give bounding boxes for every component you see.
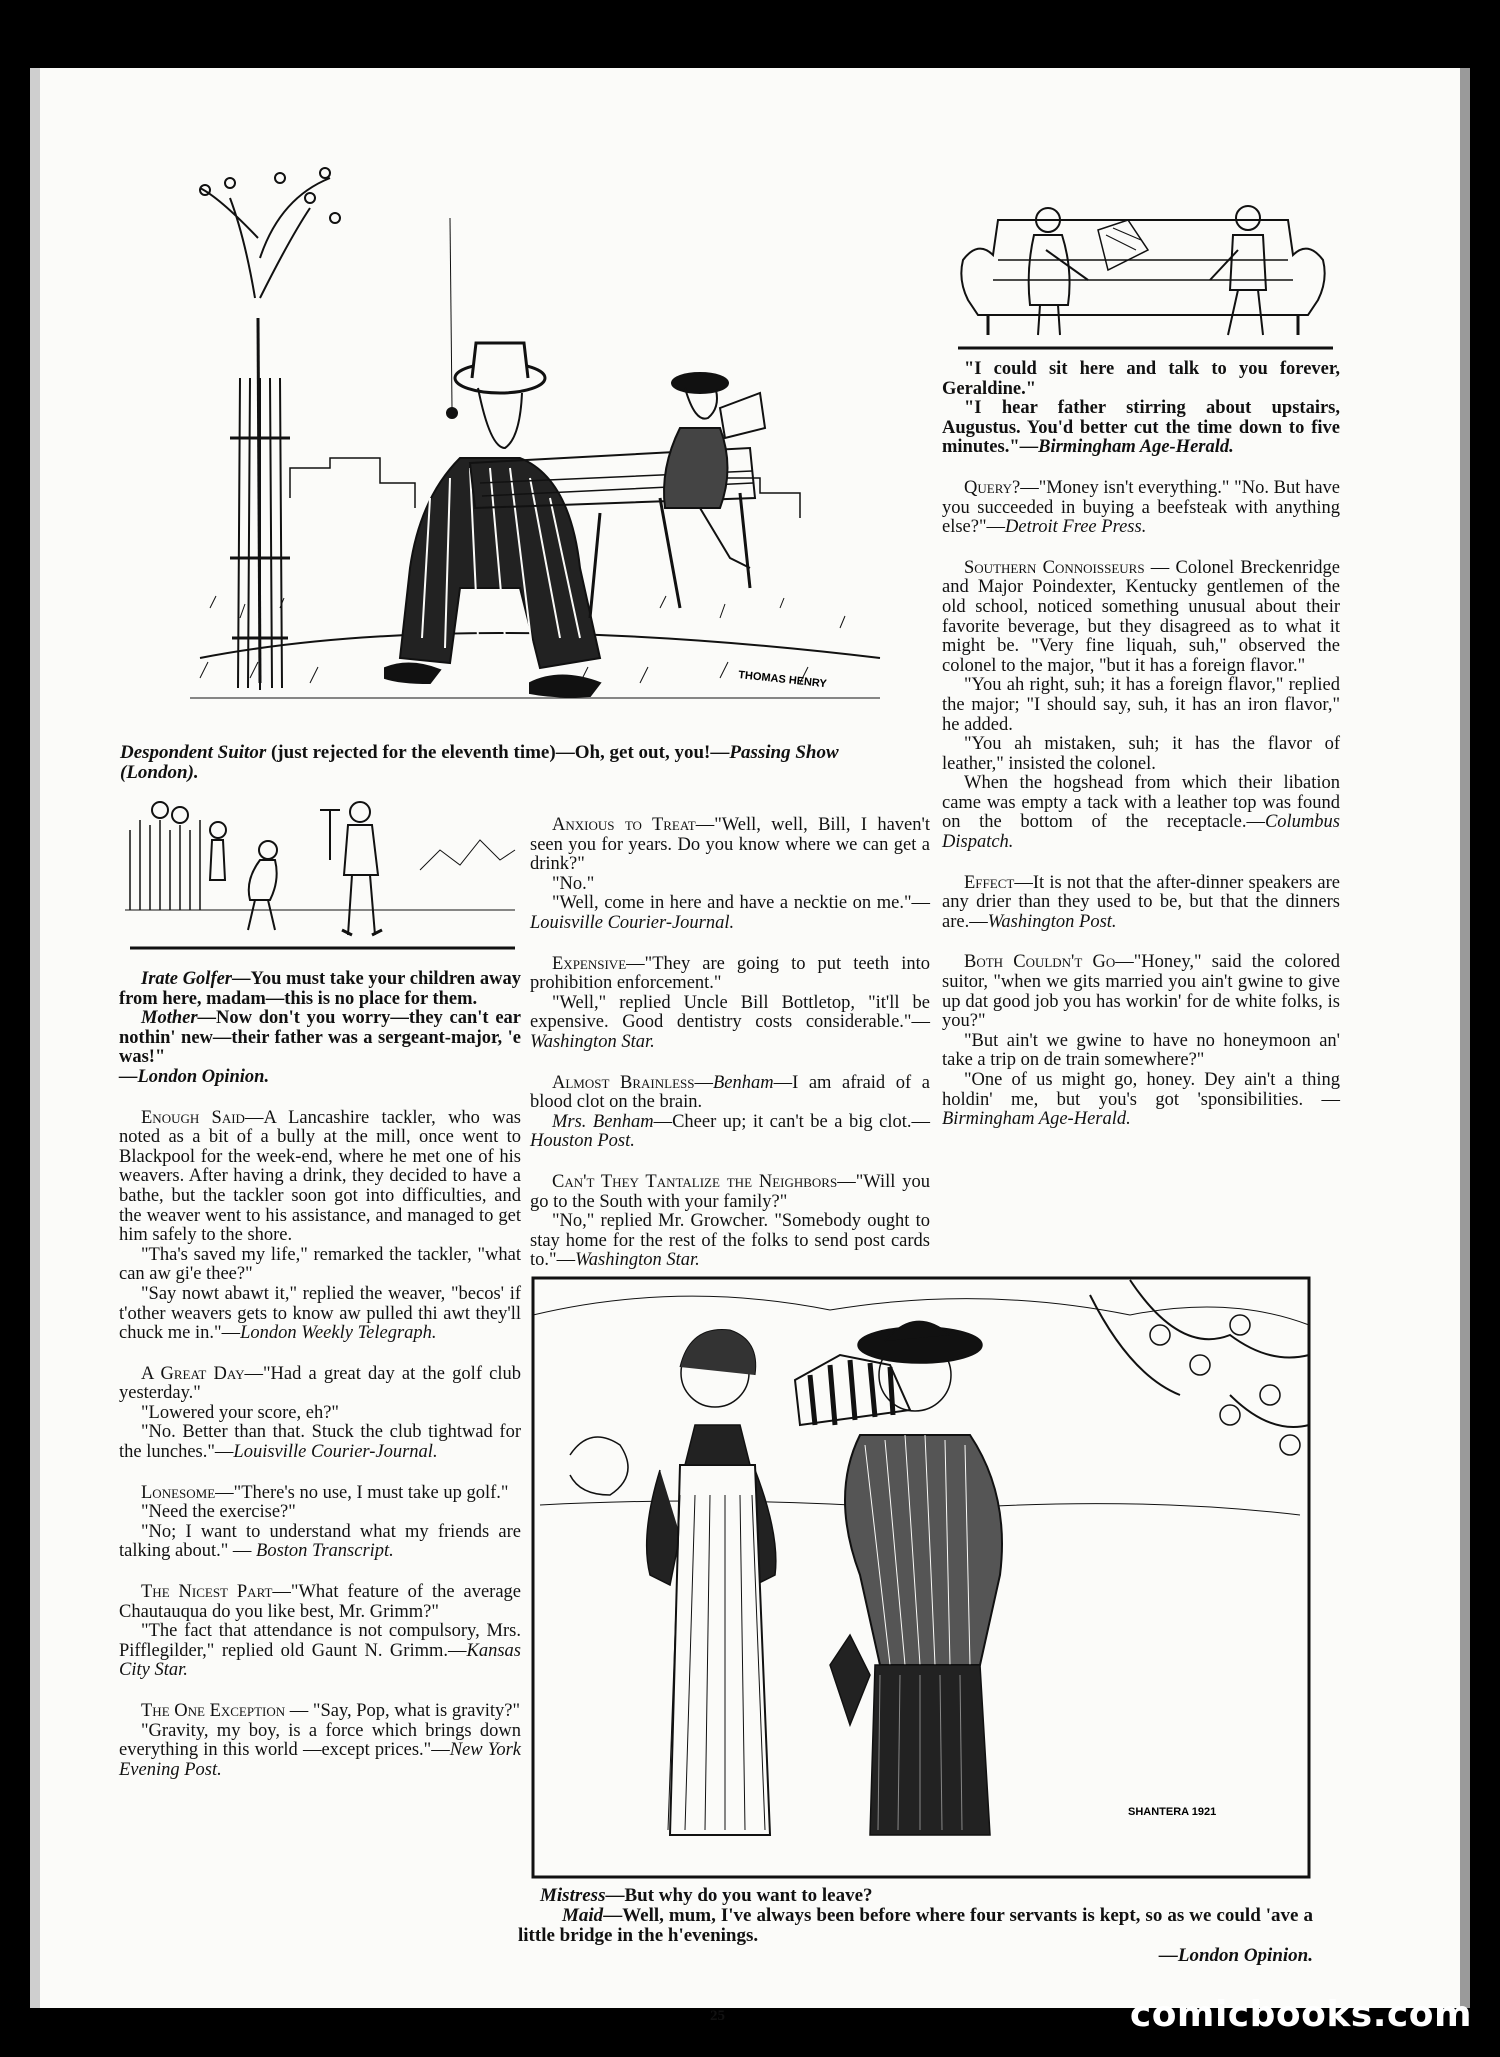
article-tantalize: Can't They Tantalize the Neighbors—"Will you go to the South with your family?" xyxy=(530,1171,930,1212)
article-expensive: Expensive—"They are going to put teeth into prohibition enforcement." xyxy=(530,953,930,994)
sofa-cartoon xyxy=(948,140,1338,352)
column-2: Anxious to Treat—"Well, well, Bill, I haven't seen you for years. Do you know where we can get a drink?" "No." "Well, come in here and have a necktie on me."—Louisville Courier-Journal. Expensive—"They are going to put teeth into prohibition enforcement." "Well," replied Uncle Bill Bottletop, "it'll be expensive. Good dentistry costs considerable."—Washington Star. Almost Brainless—Benham—I am afraid of a blood clot on the brain. Mrs. Benham—Cheer up; it can't be a big clot.—Houston Post. Can't They Tantalize the Neighbors—"Will you go to the South with your family?" "No," replied Mr. Growcher. "Somebody ought to stay home for the rest of the folks to send post cards to."—Washington Star. xyxy=(530,815,930,1271)
article-lonesome: Lonesome—"There's no use, I must take up golf." xyxy=(141,1482,509,1503)
article-both-couldnt-go: Both Couldn't Go—"Honey," said the colored suitor, "when we gits married you ain't gwine to give up dat good job you has workin' for de white folks, is you?" xyxy=(942,952,1340,1032)
servants-caption: Mistress—But why do you want to leave? Maid—Well, mum, I've always been before where four servants is kept, so as we could 'ave a little bridge in the h'evenings. —London Opinion. xyxy=(518,1885,1313,1966)
column-3: "I could sit here and talk to you forever, Geraldine." "I hear father stirring about upstairs, Augustus. You'd better cut the time down to five minutes."—Birmingham Age-Herald. Query?—"Money isn't everything." "No. But have you succeeded in buying a beefsteak with anything else?"—Detroit Free Press. Southern Connoisseurs — Colonel Breckenridge and Major Poindexter, Kentucky gentlemen of the old school, noticed something unusual about their favorite beverage, but they disagreed as to what it might be. "Very fine liquah, suh," observed the colonel to the major, "but it has a foreign flavor." "You ah right, suh; it has a foreign flavor," replied the major; "I should say, suh, it has an iron flavor," he added. "You ah mistaken, suh; it has the flavor of leather," insisted the colonel. When the hogshead from which their libation came was empty a tack with a leather top was found on the bottom of the receptacle.—Columbus Dispatch. Effect—It is not that the after-dinner speakers are any drier than they used to be, but that the dinners are.—Washington Post. Both Couldn't Go—"Honey," said the colored suitor, "when we gits married you ain't gwine to give up dat good job you has workin' for de white folks, is you?" "But ain't we gwine to have no honeymoon an' take a trip on de train somewhere?" "One of us might go, honey. Dey ain't a thing holdin' me, but you's got 'sponsibilities. — Birmingham Age-Herald. xyxy=(942,359,1340,1130)
artist-signature-servants: SHANTERA 1921 xyxy=(1128,1806,1217,1818)
column-1: Irate Golfer—You must take your children away from here, madam—this is no place for them. Mother—Now don't you worry—they can't ear nothin' new—their father was a sergeant-major, 'e was!" —London Opinion. Enough Said—A Lancashire tackler, who was noted as a bit of a bully at the mill, once went to Blackpool for the week-end, where he met one of his weavers. After having a drink, they decided to have a bathe, but the tackler soon got into difficulties, and the weaver went to his assistance, and managed to get him safely to the shore. "Tha's saved my life," remarked the tackler, "what can aw gi'e thee?" "Say nowt abawt it," replied the weaver, "becos' if t'other weavers gets to know aw pulled thi awt they'll chuck me in."—London Weekly Telegraph. A Great Day—"Had a great day at the golf club yesterday." "Lowered your score, eh?" "No. Better than that. Stuck the club tightwad for the lunches."—Louisville Courier-Journal. Lonesome—"There's no use, I must take up golf." "Need the exercise?" "No; I want to understand what my friends are talking about." — Boston Transcript. The Nicest Part—"What feature of the average Chautauqua do you like best, Mr. Grimm?" "The fact that attendance is not compulsory, Mrs. Pifflegilder," replied old Gaunt N. Grimm.—Kansas City Star. The One Exception — "Say, Pop, what is gravity?" "Gravity, my boy, is a force which brings down everything in this world —except prices."—New York Evening Post. xyxy=(119,969,522,1780)
article-query: Query?—"Money isn't everything." "No. But have you succeeded in buying a beefsteak with anything else?"—Detroit Free Press. xyxy=(942,477,1340,538)
article-enough-said: Enough Said—A Lancashire tackler, who was noted as a bit of a bully at the mill, once went to Blackpool for the week-end, where he met one of his weavers. After having a drink, they decided to have a bathe, but the tackler soon got into difficulties, and the weaver went to his assistance, and managed to get him safely to the shore. xyxy=(119,1107,522,1246)
artist-signature-suitor: THOMAS HENRY xyxy=(737,669,828,691)
article-one-exception: The One Exception — "Say, Pop, what is gravity?" xyxy=(141,1701,521,1721)
page-number: 25 xyxy=(710,2008,725,2024)
site-watermark: comicbooks.com xyxy=(1129,1994,1472,2035)
article-anxious-to-treat: Anxious to Treat—"Well, well, Bill, I haven't seen you for years. Do you know where we can get a drink?" xyxy=(530,815,930,875)
article-nicest-part: The Nicest Part—"What feature of the average Chautauqua do you like best, Mr. Grimm?" xyxy=(119,1582,521,1622)
golfer-text: Irate Golfer—You must take your children away from here, madam—this is no place for them. xyxy=(119,969,521,1009)
golfer-cartoon xyxy=(120,790,522,952)
servants-cartoon xyxy=(530,1275,1312,1880)
golfer-source: —London Opinion. xyxy=(119,1066,270,1087)
article-almost-brainless: Almost Brainless—Benham—I am afraid of a blood clot on the brain. xyxy=(530,1072,930,1113)
sofa-joke: "I could sit here and talk to you forever, Geraldine." xyxy=(942,359,1340,399)
page-edge-shadow xyxy=(1460,68,1470,2008)
article-great-day: A Great Day—"Had a great day at the golf club yesterday." xyxy=(119,1363,521,1404)
article-effect: Effect—It is not that the after-dinner speakers are any drier than they used to be, but that the dinners are.—Washington Post. xyxy=(942,872,1340,932)
binding-edge xyxy=(30,68,40,2008)
suitor-caption: Despondent Suitor (just rejected for the eleventh time)—Oh, get out, you!—Passing Show (London). xyxy=(120,742,839,783)
suitor-cartoon xyxy=(160,138,890,734)
article-southern-connoisseurs: Southern Connoisseurs — Colonel Breckenridge and Major Poindexter, Kentucky gentlemen of the old school, noticed something unusual about their favorite beverage, but they disagreed as to what it might be. "Very fine liquah, suh," observed the colonel to the major, "but it has a foreign flavor." xyxy=(942,557,1340,676)
